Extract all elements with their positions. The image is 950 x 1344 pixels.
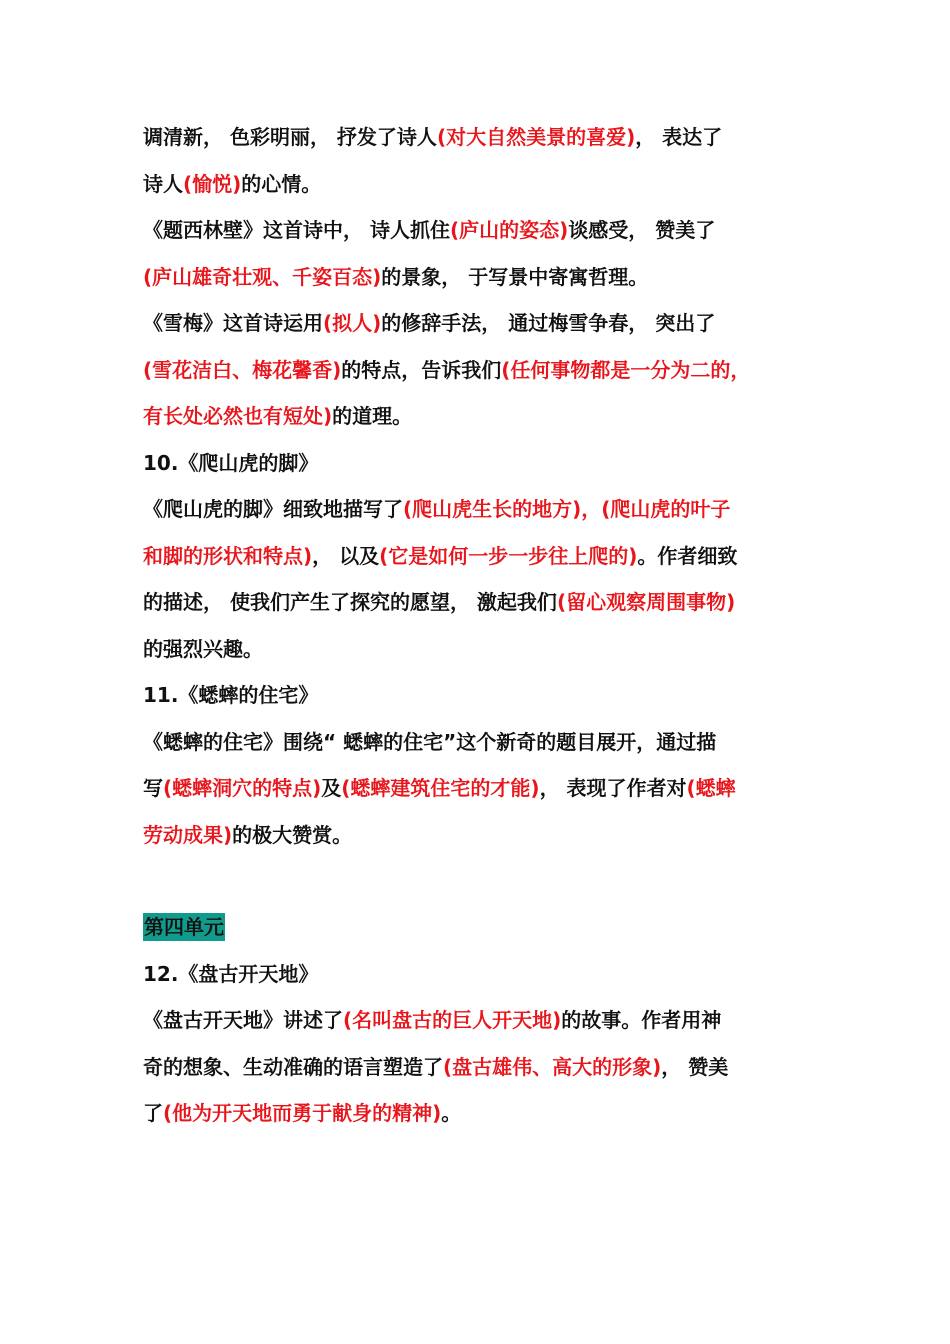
body-text: 《爬山虎的脚》细致地描写了 — [143, 497, 403, 521]
text-line — [143, 812, 833, 859]
unit-heading-line — [143, 904, 833, 951]
body-text: 12.《盘古开天地》 — [143, 961, 319, 986]
body-text: 的描述， 使我们产生了探究的愿望， 激起我们 — [143, 590, 557, 614]
unit-heading: 第四单元 — [144, 915, 224, 939]
text-line — [143, 254, 833, 301]
body-text: 。作者细致 — [637, 543, 738, 568]
body-text: 《盘古开天地》讲述了 — [143, 1008, 343, 1032]
text-line — [143, 347, 833, 394]
document-page — [143, 114, 833, 1137]
text-block-units-3 — [143, 114, 833, 858]
answer-text: (蟋蟀建筑住宅的才能) — [341, 776, 540, 800]
body-text: 谈感受， 赞美了 — [568, 218, 716, 242]
answer-text: 和脚的形状和特点) — [143, 543, 313, 568]
answer-text: (它是如何一步一步往上爬的) — [379, 543, 638, 568]
body-text: ， 表现了作者对 — [539, 776, 687, 800]
body-text: 写 — [143, 776, 163, 800]
text-line — [143, 672, 833, 719]
answer-text: 有长处必然也有短处) — [143, 404, 333, 428]
text-line — [143, 161, 833, 208]
text-line — [143, 1044, 833, 1091]
body-text: 了 — [143, 1101, 163, 1125]
body-text: 及 — [321, 776, 342, 800]
answer-text: (任何事物都是一分为二的， — [501, 357, 751, 382]
body-text: 10.《爬山虎的脚》 — [143, 450, 319, 475]
text-line — [143, 486, 833, 533]
body-text: 的道理。 — [332, 404, 413, 428]
text-line — [143, 207, 833, 254]
body-text: 的强烈兴趣。 — [143, 636, 263, 661]
body-text: 《题西林壁》这首诗中， 诗人抓住 — [143, 218, 450, 242]
body-text: ， 以及 — [312, 543, 380, 568]
body-text: 。 — [441, 1101, 462, 1125]
body-text: 的故事。作者用神 — [561, 1008, 722, 1032]
body-text: 《雪梅》这首诗运用 — [143, 311, 323, 335]
text-line — [143, 626, 833, 673]
section-gap — [143, 858, 833, 904]
answer-text: 劳动成果) — [143, 822, 233, 847]
answer-text: (拟人) — [323, 311, 382, 335]
answer-text: (爬山虎生长的地方)，(爬山虎的叶子 — [403, 497, 731, 521]
text-line — [143, 440, 833, 487]
body-text: 的特点，告诉我们 — [341, 357, 502, 382]
body-text: 11.《蟋蟀的住宅》 — [143, 683, 319, 707]
body-text: 的心情。 — [241, 171, 322, 196]
answer-text: (留心观察周围事物) — [556, 590, 736, 614]
body-text: 的修辞手法， 通过梅雪争春， 突出了 — [381, 311, 716, 335]
answer-text: (盘古雄伟、高大的形象) — [443, 1054, 662, 1079]
text-line — [143, 114, 833, 161]
answer-text: (蟋蟀洞穴的特点) — [163, 776, 322, 800]
text-line — [143, 533, 833, 580]
body-text: 《蟋蟀的住宅》围绕“ 蟋蟀的住宅”这个新奇的题目展开，通过描 — [143, 729, 717, 754]
answer-text: (名叫盘古的巨人开天地) — [343, 1008, 562, 1032]
text-line — [143, 393, 833, 440]
text-block-unit-4 — [143, 951, 833, 1137]
answer-text: (庐山的姿态) — [449, 218, 569, 242]
body-text: 的景象， 于写景中寄寓哲理。 — [381, 264, 649, 289]
text-line — [143, 300, 833, 347]
answer-text: (雪花洁白、梅花馨香) — [143, 357, 342, 382]
text-line — [143, 951, 833, 998]
text-line — [143, 765, 833, 812]
answer-text: (庐山雄奇壮观、千姿百态) — [143, 264, 382, 289]
body-text: 调清新， 色彩明丽， 抒发了诗人 — [143, 125, 437, 149]
body-text: ， 表达了 — [635, 125, 723, 149]
answer-text: (对大自然美景的喜爱) — [436, 125, 636, 149]
answer-text: (他为开天地而勇于献身的精神) — [163, 1101, 442, 1125]
body-text: 的极大赞赏。 — [232, 822, 353, 847]
answer-text: (愉悦) — [183, 171, 242, 196]
body-text: 诗人 — [143, 171, 183, 196]
text-line — [143, 997, 833, 1044]
body-text: 奇的想象、生动准确的语言塑造了 — [143, 1054, 443, 1079]
text-line — [143, 719, 833, 766]
text-line — [143, 579, 833, 626]
text-line — [143, 1090, 833, 1137]
body-text: ， 赞美 — [661, 1054, 729, 1079]
answer-text: (蟋蟀 — [686, 776, 736, 800]
